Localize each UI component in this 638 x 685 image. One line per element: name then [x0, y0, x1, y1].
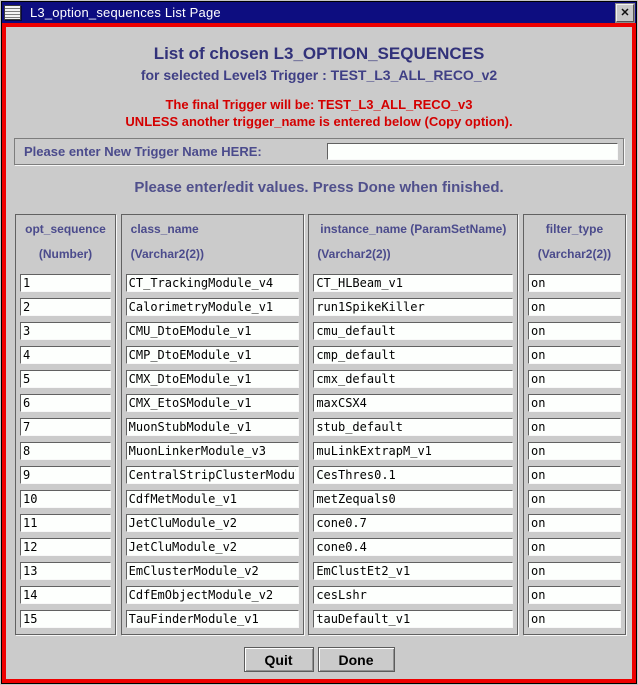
button-row [6, 647, 632, 672]
page-subtitle: for selected Level3 Trigger : TEST_L3_ALL_RECO_v2 [140, 67, 498, 83]
column-header [528, 222, 621, 268]
instance-name-field[interactable] [313, 298, 513, 316]
window-title: L3_option_sequences List Page [30, 5, 221, 20]
filter-type-field[interactable] [528, 586, 621, 604]
filter-type-field[interactable] [528, 370, 621, 388]
column-fields-class-name [126, 274, 299, 628]
instruction-text: Please enter/edit values. Press Done when finished. [134, 179, 504, 196]
opt-sequence-field[interactable] [20, 490, 111, 508]
opt-sequence-field[interactable] [20, 418, 111, 436]
quit-button[interactable]: Quit [244, 647, 314, 672]
instance-name-field[interactable] [313, 418, 513, 436]
done-button[interactable]: Done [318, 647, 395, 672]
opt-sequence-field[interactable] [20, 466, 111, 484]
class-name-field[interactable] [126, 538, 299, 556]
new-trigger-panel [14, 138, 624, 165]
instance-name-field[interactable] [313, 322, 513, 340]
opt-sequence-field[interactable] [20, 394, 111, 412]
class-name-field[interactable] [126, 610, 299, 628]
class-name-field[interactable] [126, 298, 299, 316]
instance-name-field[interactable] [313, 466, 513, 484]
opt-sequence-field[interactable] [20, 346, 111, 364]
window-menu-icon[interactable] [4, 5, 21, 20]
column-subtitle: (Varchar2(2)) [317, 247, 391, 261]
column-header [313, 222, 513, 268]
filter-type-field[interactable] [528, 442, 621, 460]
class-name-field[interactable] [126, 442, 299, 460]
class-name-field[interactable] [126, 514, 299, 532]
class-name-field[interactable] [126, 586, 299, 604]
filter-type-field[interactable] [528, 394, 621, 412]
filter-type-field[interactable] [528, 538, 621, 556]
opt-sequence-field[interactable] [20, 322, 111, 340]
filter-type-field[interactable] [528, 610, 621, 628]
titlebar [2, 2, 636, 23]
instance-name-field[interactable] [313, 586, 513, 604]
class-name-field[interactable] [126, 418, 299, 436]
final-trigger-warning-line1: The final Trigger will be: TEST_L3_ALL_RECO_v3 [165, 97, 473, 112]
instance-name-field[interactable] [313, 370, 513, 388]
filter-type-field[interactable] [528, 562, 621, 580]
class-name-field[interactable] [126, 394, 299, 412]
column-instance-name [308, 214, 518, 635]
filter-type-field[interactable] [528, 274, 621, 292]
column-subtitle: (Varchar2(2)) [537, 247, 612, 261]
close-button[interactable] [616, 4, 634, 22]
opt-sequence-field[interactable] [20, 370, 111, 388]
instance-name-field[interactable] [313, 490, 513, 508]
class-name-field[interactable] [126, 322, 299, 340]
main-panel [2, 23, 636, 683]
column-title: opt_sequence [25, 222, 106, 236]
class-name-field[interactable] [126, 562, 299, 580]
filter-type-field[interactable] [528, 466, 621, 484]
column-header [20, 222, 111, 268]
opt-sequence-field[interactable] [20, 538, 111, 556]
filter-type-field[interactable] [528, 346, 621, 364]
instance-name-field[interactable] [313, 346, 513, 364]
class-name-field[interactable] [126, 346, 299, 364]
opt-sequence-field[interactable] [20, 562, 111, 580]
opt-sequence-field[interactable] [20, 442, 111, 460]
column-class-name [121, 214, 304, 635]
page-title: List of chosen L3_OPTION_SEQUENCES [153, 44, 485, 63]
column-title: instance_name (ParamSetName) [320, 222, 507, 236]
class-name-field[interactable] [126, 490, 299, 508]
filter-type-field[interactable] [528, 490, 621, 508]
column-fields-filter-type [528, 274, 621, 628]
column-header [126, 222, 299, 268]
opt-sequence-field[interactable] [20, 610, 111, 628]
filter-type-field[interactable] [528, 418, 621, 436]
instance-name-field[interactable] [313, 514, 513, 532]
instance-name-field[interactable] [313, 610, 513, 628]
opt-sequence-field[interactable] [20, 514, 111, 532]
instance-name-field[interactable] [313, 394, 513, 412]
instance-name-field[interactable] [313, 274, 513, 292]
opt-sequence-field[interactable] [20, 586, 111, 604]
class-name-field[interactable] [126, 466, 299, 484]
sequence-table [15, 214, 626, 635]
column-filter-type [523, 214, 626, 635]
column-title: filter_type [545, 222, 604, 236]
filter-type-field[interactable] [528, 514, 621, 532]
class-name-field[interactable] [126, 274, 299, 292]
column-title: class_name [130, 222, 199, 236]
column-opt-sequence [15, 214, 116, 635]
filter-type-field[interactable] [528, 298, 621, 316]
instance-name-field[interactable] [313, 538, 513, 556]
class-name-field[interactable] [126, 370, 299, 388]
window-frame [1, 1, 637, 684]
filter-type-field[interactable] [528, 322, 621, 340]
new-trigger-input[interactable] [327, 143, 618, 160]
instance-name-field[interactable] [313, 562, 513, 580]
column-subtitle: (Varchar2(2)) [130, 247, 205, 261]
opt-sequence-field[interactable] [20, 298, 111, 316]
close-icon: ✕ [620, 7, 630, 19]
instance-name-field[interactable] [313, 442, 513, 460]
opt-sequence-field[interactable] [20, 274, 111, 292]
column-fields-instance-name [313, 274, 513, 628]
column-subtitle: (Number) [38, 247, 93, 261]
column-fields-opt-sequence [20, 274, 111, 628]
new-trigger-label: Please enter New Trigger Name HERE: [24, 144, 262, 159]
final-trigger-warning-line2: UNLESS another trigger_name is entered below (Copy option). [125, 114, 513, 129]
